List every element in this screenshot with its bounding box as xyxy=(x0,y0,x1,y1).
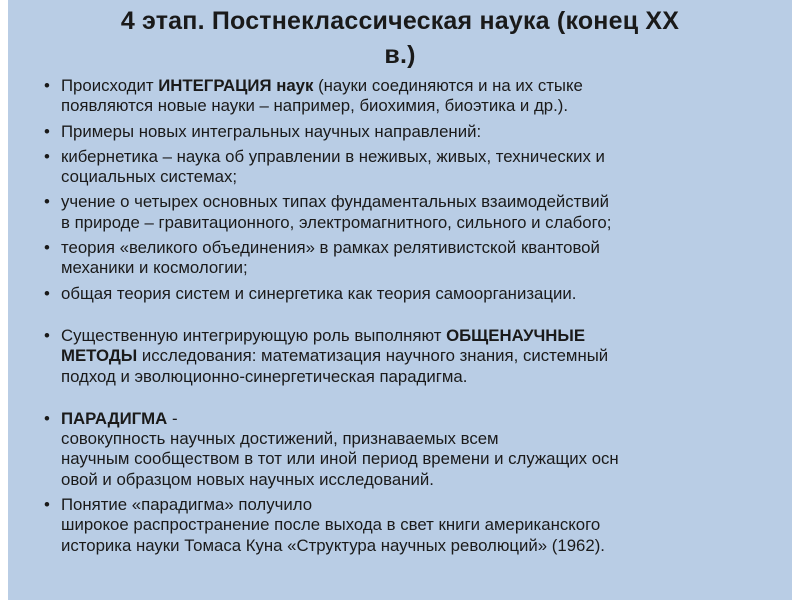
bullet-icon: • xyxy=(44,121,50,141)
bullet-item-general-methods xyxy=(8,326,792,387)
bullet-line xyxy=(61,409,778,429)
bullet-line xyxy=(61,326,778,346)
bullet-bold-text: ИНТЕГРАЦИЯ наук xyxy=(158,76,314,95)
bullet-line xyxy=(61,76,778,96)
bullet-icon: • xyxy=(44,192,50,212)
bullet-item-paradigm xyxy=(8,409,792,490)
bullet-line: учение о четырех основных типах фундаментальных взаимодействий xyxy=(61,192,610,212)
bullet-icon: • xyxy=(44,325,50,345)
bullet-line xyxy=(61,346,778,366)
bullet-line: кибернетика – наука об управлении в неживых, живых, технических и xyxy=(61,146,605,166)
slide xyxy=(8,0,792,600)
bullet-bold-text: МЕТОДЫ xyxy=(61,346,138,366)
bullet-line: научным сообществом в тот или иной период времени и служащих осн xyxy=(61,449,619,469)
bullet-icon: • xyxy=(44,238,50,258)
slide-title-line: в.) xyxy=(384,41,416,69)
bullet-item-kuhn xyxy=(8,495,792,556)
bullet-text: Существенную интегрирующую роль выполняют xyxy=(61,325,447,345)
bullet-line: историка науки Томаса Куна «Структура научных революций» (1962). xyxy=(61,535,605,555)
bullet-item-interactions xyxy=(8,192,792,233)
bullet-text: (науки соединяются и на их стыке xyxy=(313,76,583,95)
bullet-line: совокупность научных достижений, признаваемых всем xyxy=(61,429,499,449)
bullet-line: в природе – гравитационного, электромагнитного, сильного и слабого; xyxy=(61,212,612,232)
bullet-line: Примеры новых интегральных научных направлений: xyxy=(61,121,482,141)
bullet-line: появляются новые науки – например, биохимия, биоэтика и др.). xyxy=(61,96,569,116)
bullet-icon: • xyxy=(44,283,50,303)
bullet-item-examples xyxy=(8,122,792,142)
slide-title xyxy=(48,4,752,72)
bullet-line: подход и эволюционно-синергетическая парадигма. xyxy=(61,366,468,386)
bullet-item-grand-unification xyxy=(8,238,792,279)
bullet-icon: • xyxy=(44,76,50,95)
slide-title-line: 4 этап. Постнеклассическая наука (конец XX xyxy=(120,7,680,35)
bullet-item-integration xyxy=(8,76,792,117)
bullet-line: широкое распространение после выхода в свет книги американского xyxy=(61,515,601,535)
bullet-line: механики и космологии; xyxy=(61,258,248,278)
bullet-icon: • xyxy=(44,408,50,428)
bullet-item-systems-theory xyxy=(8,284,792,304)
bullet-list xyxy=(8,76,792,561)
bullet-text: исследования: математизация научного знания, системный xyxy=(137,346,609,366)
bullet-icon: • xyxy=(44,495,50,515)
bullet-line: Понятие «парадигма» получило xyxy=(61,495,313,515)
bullet-line: овой и образцом новых научных исследований. xyxy=(61,469,434,489)
bullet-bold-text: ОБЩЕНАУЧНЫЕ xyxy=(446,325,586,345)
bullet-item-cybernetics xyxy=(8,147,792,188)
bullet-bold-text: ПАРАДИГМА xyxy=(61,408,168,428)
bullet-text: Происходит xyxy=(61,76,159,95)
bullet-line: общая теория систем и синергетика как теория самоорганизации. xyxy=(61,283,577,303)
bullet-icon: • xyxy=(44,146,50,166)
bullet-text: - xyxy=(167,408,178,428)
bullet-line: социальных системах; xyxy=(61,167,238,187)
bullet-line: теория «великого объединения» в рамках релятивистской квантовой xyxy=(61,238,600,258)
